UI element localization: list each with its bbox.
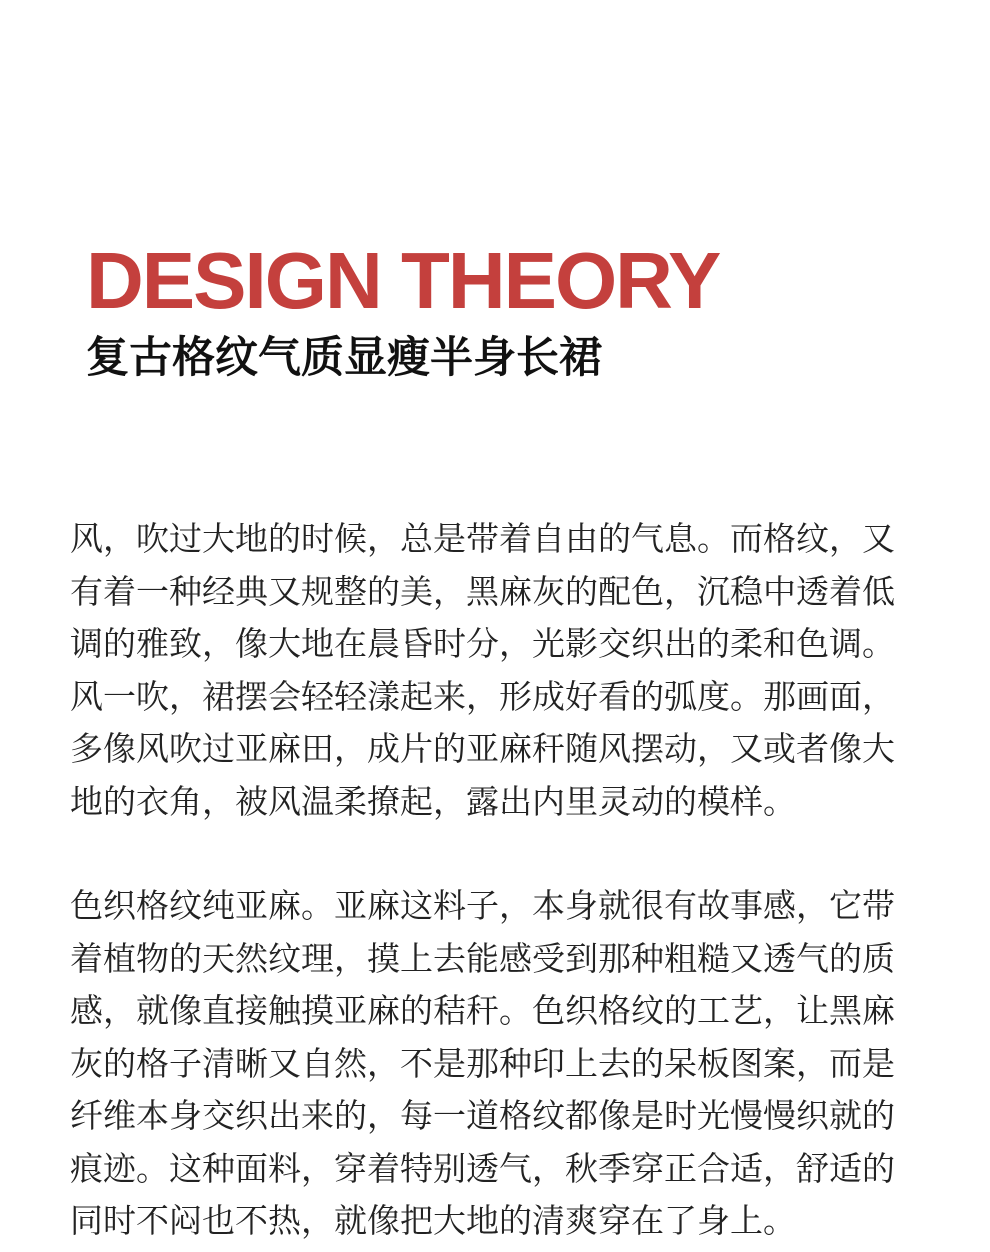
paragraph-line: 地的衣角，被风温柔撩起，露出内里灵动的模样。 (70, 781, 796, 821)
paragraph-line: 风一吹，裙摆会轻轻漾起来，形成好看的弧度。那画面， (70, 676, 895, 716)
paragraph-line: 灰的格子清晰又自然，不是那种印上去的呆板图案，而是 (70, 1043, 895, 1083)
paragraph-line: 色织格纹纯亚麻。亚麻这料子，本身就很有故事感，它带 (70, 886, 895, 925)
paragraph-2 (70, 880, 920, 1248)
paragraph-line: 感，就像直接触摸亚麻的秸秆。色织格纹的工艺，让黑麻 (70, 991, 895, 1030)
paragraph-line: 多像风吹过亚麻田，成片的亚麻秆随风摆动，又或者像大 (70, 729, 895, 768)
paragraph-line: 有着一种经典又规整的美，黑麻灰的配色，沉稳中透着低 (70, 571, 895, 611)
paragraph-line: 同时不闷也不热，就像把大地的清爽穿在了身上。 (70, 1201, 796, 1240)
paragraph-line: 风，吹过大地的时候，总是带着自由的气息。而格纹，又 (70, 519, 895, 558)
paragraph-line: 痕迹。这种面料，穿着特别透气，秋季穿正合适，舒适的 (70, 1148, 895, 1188)
page-subtitle: 复古格纹气质显瘦半身长裙 (86, 333, 602, 383)
page-heading: DESIGN THEORY (86, 236, 720, 325)
paragraph-line: 调的雅致，像大地在晨昏时分，光影交织出的柔和色调。 (70, 624, 895, 663)
paragraph-line: 着植物的天然纹理，摸上去能感受到那种粗糙又透气的质 (70, 938, 895, 978)
paragraph-1 (70, 513, 920, 828)
paragraph-line: 纤维本身交织出来的，每一道格纹都像是时光慢慢织就的 (70, 1096, 895, 1135)
